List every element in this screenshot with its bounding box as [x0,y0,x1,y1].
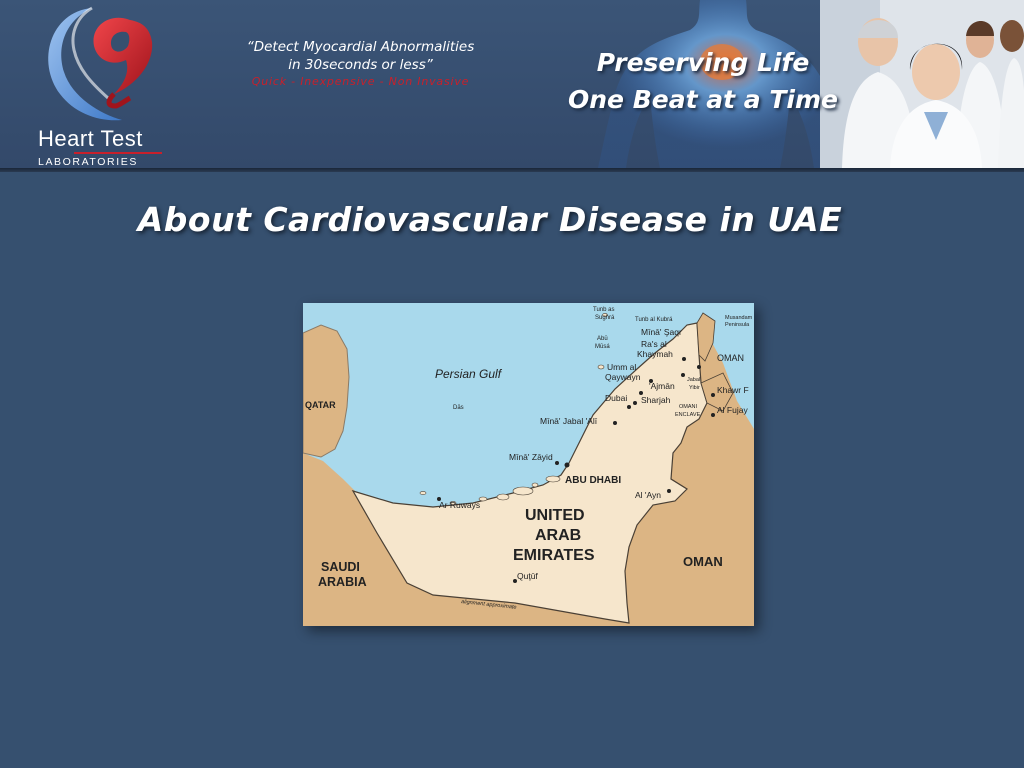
label-das: Dās [453,405,464,411]
label-persian-gulf: Persian Gulf [435,367,502,381]
label-abu-dhabi: ABU DHABI [565,475,622,486]
label-musandam-1: Musandam [725,315,753,321]
label-oman-south: OMAN [683,554,723,569]
label-abu-musa-2: Mūsá [595,344,610,350]
tagline-line-3: Quick - Inexpensive - Non Invasive [251,75,470,88]
label-al-ayn: Al 'Ayn [635,490,662,500]
label-ar-ruways: Ar Ruways [439,500,481,510]
tagline [218,38,503,90]
label-oman-north: OMAN [717,353,744,363]
tagline-line-1: “Detect Myocardial Abnormalities [246,39,475,55]
slogan-line-2: One Beat at a Time [568,85,838,114]
label-ajman: 'Ajmān [649,381,675,391]
label-boundary-note: alignment approximate [460,599,517,611]
label-saudi-2: ARABIA [318,575,367,589]
label-sharjah: Sharjah [641,395,671,405]
label-musandam-2: Peninsula [725,322,750,328]
label-tunb-kubra: Tunb al Kubrá [635,317,673,323]
label-jabal-yibir-1: Jabal [687,377,701,383]
label-al-fujayrah: Al Fujay [717,405,748,415]
label-ras-khaymah-2: Khaymah [637,349,673,359]
label-saudi-1: SAUDI [321,560,360,574]
logo-divider [74,152,162,154]
label-khawr-fakkan: Khawr F [717,385,749,395]
label-ras-khaymah-1: Ra's al [641,339,667,349]
label-tunb-sughra-1: Tunb as [593,307,615,313]
label-omani-enclave-1: OMANI [679,404,698,410]
label-mina-zayid: Mīnā' Zāyid [509,452,553,462]
uae-map [303,303,754,626]
logo-title: Heart Test [38,126,143,151]
logo-wordmark [38,128,178,168]
label-uae-3: EMIRATES [513,547,595,564]
tagline-line-2: in 30seconds or less” [288,57,433,73]
header-banner [0,0,1024,168]
label-umm-qaywayn-2: Qaywayn [605,372,641,382]
label-mina-saqr: Mīnā' Şaqr [641,327,682,337]
label-dubai: Dubai [605,393,628,403]
label-umm-qaywayn-1: Umm al [607,362,637,372]
label-jabal-ali: Mīnā' Jabal 'Alī [540,416,598,426]
label-jabal-yibir-2: Yibir [689,385,700,391]
slide-title: About Cardiovascular Disease in UAE [137,200,843,239]
label-tunb-sughra-2: Sughrá [595,315,615,321]
label-qatar: QATAR [305,400,336,410]
banner-divider [0,168,1024,172]
label-abu-musa-1: Abū [597,336,608,342]
heart-logo-icon [30,2,180,127]
label-omani-enclave-2: ENCLAVE [675,412,701,418]
slogan [548,44,858,118]
slogan-line-1: Preserving Life [596,48,810,77]
label-qutuf: Quţūf [517,571,538,581]
label-uae-2: ARAB [535,527,582,544]
uae-map-graphic [303,303,754,626]
logo-subtitle: LABORATORIES [38,156,138,168]
label-uae-1: UNITED [525,507,585,524]
